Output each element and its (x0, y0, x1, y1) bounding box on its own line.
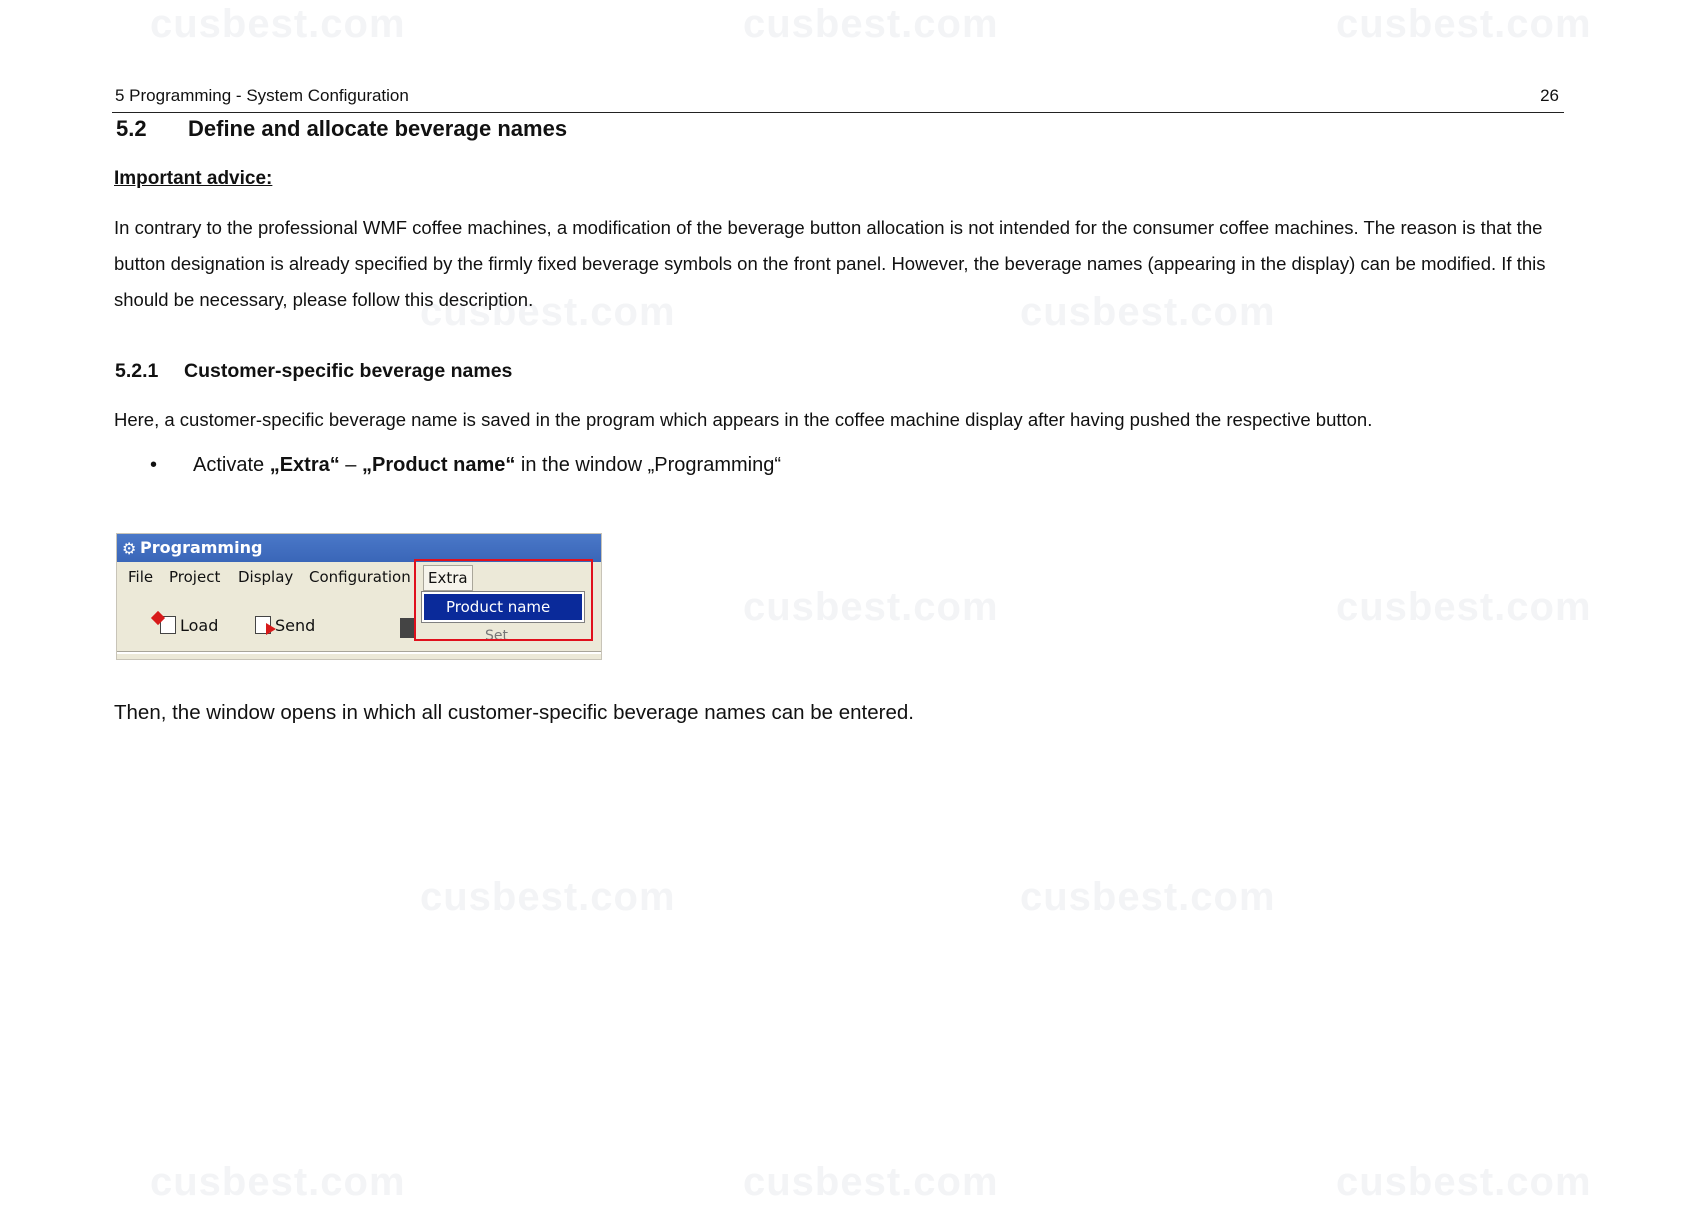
send-icon (255, 616, 271, 634)
send-button[interactable] (255, 616, 315, 635)
intro-paragraph: In contrary to the professional WMF coffee machines, a modification of the beverage button allocation is not intended for the consumer coffee machines. The reason is that the button designation is already specified by the firmly fixed beverage symbols on the front panel. However, the beverage names (appearing in the display) can be modified. If this should be necessary, please follow this description. (114, 217, 1546, 310)
load-button[interactable] (160, 616, 218, 635)
bullet-product-name: „Product name“ (361, 454, 516, 476)
watermark: cusbest.com (1020, 290, 1276, 334)
gear-icon: ⚙ (122, 539, 137, 558)
load-label: Load (180, 616, 219, 635)
window-title: Programming (140, 538, 263, 557)
watermark: cusbest.com (150, 1160, 406, 1204)
watermark: cusbest.com (420, 875, 676, 919)
watermark: cusbest.com (743, 585, 999, 629)
bullet-suffix: in the window „Programming“ (515, 454, 781, 476)
instruction-bullet (150, 454, 781, 477)
set-button[interactable]: Set (485, 628, 508, 644)
watermark: cusbest.com (743, 1160, 999, 1204)
important-advice-label: Important advice: (114, 168, 273, 189)
window-titlebar (117, 534, 601, 562)
page-number: 26 (1540, 86, 1559, 105)
section-title: Define and allocate beverage names (188, 116, 568, 141)
menu-extra[interactable]: Extra (423, 565, 473, 591)
load-icon (160, 616, 176, 634)
bullet-extra: „Extra“ (269, 454, 340, 476)
bullet-icon: • (150, 454, 158, 476)
bullet-dash: – (339, 454, 362, 476)
description-paragraph: Here, a customer-specific beverage name is saved in the program which appears in the coffee machine display after having pushed the respective button. (114, 409, 1373, 430)
menu-configuration[interactable]: Configuration (309, 568, 411, 586)
section-number: 5.2 (116, 116, 147, 141)
section-heading (116, 116, 567, 142)
bullet-prefix: Activate (193, 454, 270, 476)
toolbar-icon[interactable] (400, 618, 414, 638)
subsection-title: Customer-specific beverage names (184, 360, 513, 382)
watermark: cusbest.com (1336, 2, 1592, 46)
send-label: Send (275, 616, 316, 635)
header-section-title: 5 Programming - System Configuration (115, 86, 409, 105)
highlight-box (414, 559, 593, 641)
subsection-heading (115, 360, 512, 383)
page-header (112, 86, 1564, 113)
watermark: cusbest.com (1336, 585, 1592, 629)
watermark: cusbest.com (743, 2, 999, 46)
menu-project[interactable]: Project (169, 568, 221, 586)
closing-paragraph: Then, the window opens in which all customer-specific beverage names can be entered. (114, 701, 914, 724)
programming-window-screenshot (116, 533, 602, 660)
watermark: cusbest.com (150, 2, 406, 46)
subsection-number: 5.2.1 (115, 360, 159, 382)
watermark: cusbest.com (1336, 1160, 1592, 1204)
watermark: cusbest.com (1020, 875, 1276, 919)
menu-display[interactable]: Display (238, 568, 294, 586)
menu-file[interactable]: File (128, 568, 154, 586)
watermark: cusbest.com (420, 290, 676, 334)
toolbar-divider (117, 651, 601, 654)
menu-item-label: Product name (446, 598, 551, 616)
